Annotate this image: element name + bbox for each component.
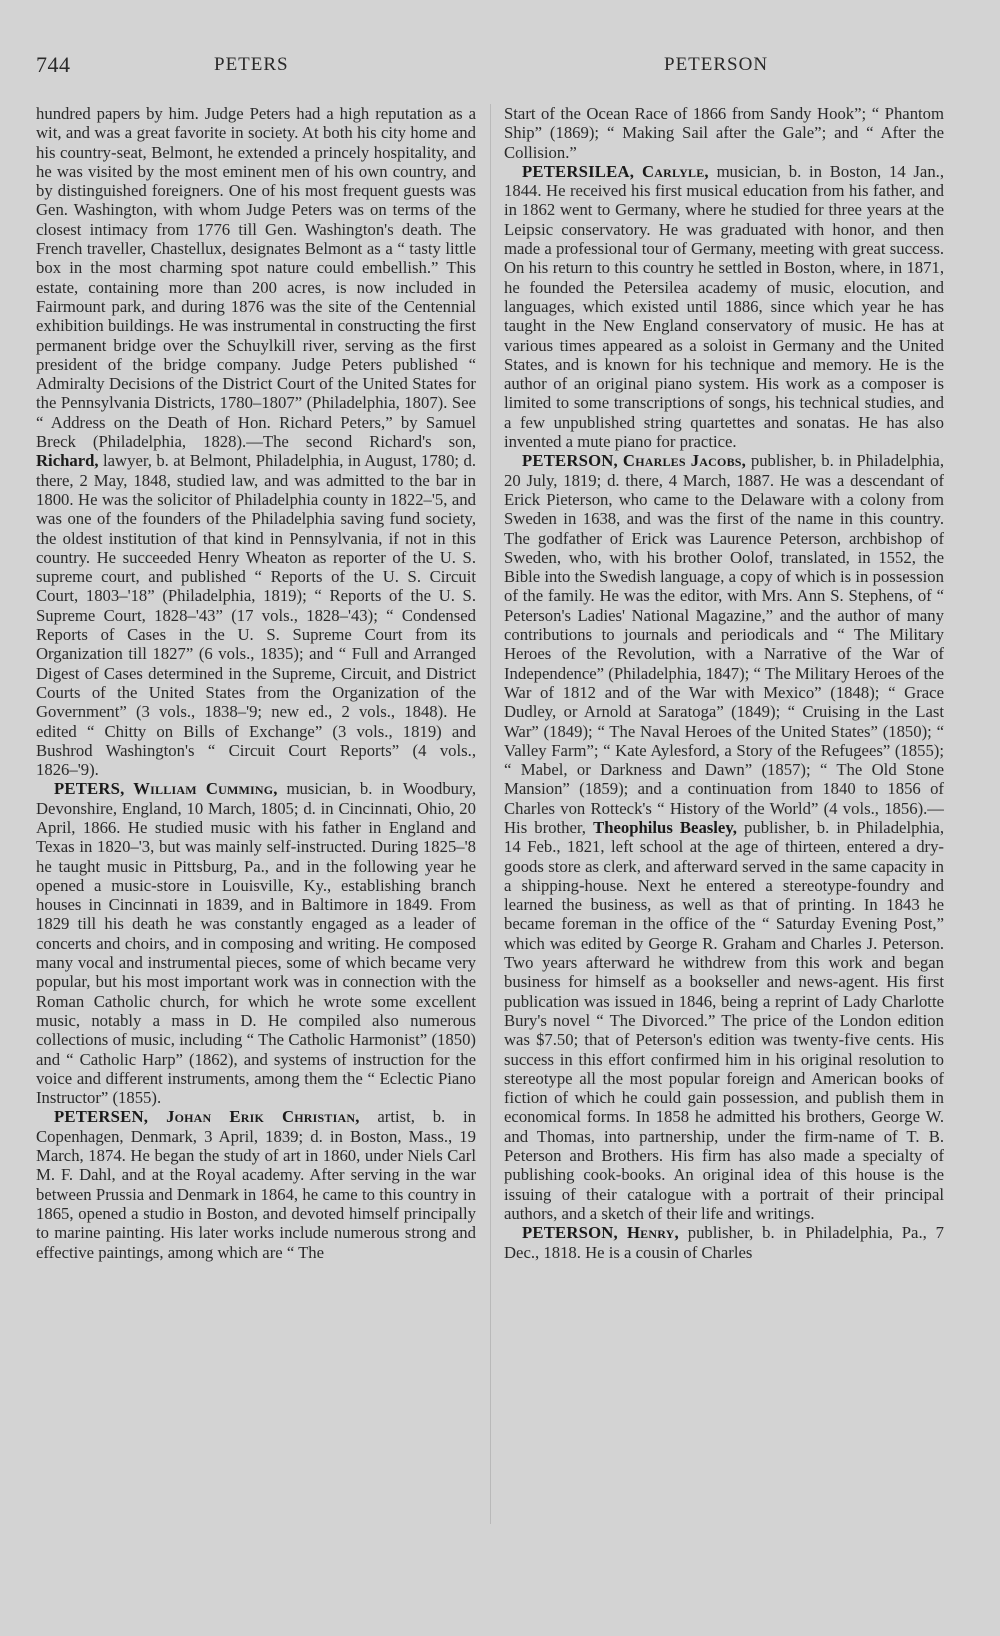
running-head-left: PETERS	[214, 54, 289, 75]
page-number: 744	[36, 52, 71, 77]
continued-paragraph	[36, 104, 476, 779]
paragraph-text: hundred papers by him. Judge Peters had a high reputation as a wit, and was a great favorite in society. At both his city home and his country-seat, Belmont, he extended a princely hospitality, and he was visited by the most eminent men of his own country, and by distinguished foreigners. One of his most frequent guests was Gen. Washington, with whom Judge Peters was on terms of the closest intimacy from 1776 till Gen. Washington's death. The French traveller, Chastellux, designates Belmont as a “ tasty little box in the most charming spot nature could embellish.” This estate, containing more than 200 acres, is now included in Fairmount park, and during 1876 was the site of the Centennial exhibition buildings. He was instrumental in constructing the first permanent bridge over the Schuylkill river, serving as the first president of the bridge company. Judge Peters published “ Admiralty Decisions of the District Court of the United States for the Pennsylvania Districts, 1780–1807” (Philadelphia, 1807). See “ Address on the Death of Hon. Richard Peters,” by Samuel Breck (Philadelphia, 1828).—The second Richard's son,	[36, 104, 476, 452]
running-head-right: PETERSON	[664, 54, 769, 75]
left-column	[36, 104, 476, 1524]
column-divider	[490, 104, 491, 1524]
entry-text: publisher, b. in Philadelphia, Pa., 7 Dec., 1818. He is a cousin of Charles	[504, 1223, 944, 1262]
right-column	[504, 104, 944, 1524]
entry-text: publisher, b. in Philadelphia, 14 Feb., 1821, left school at the age of thirteen, entered a dry-goods store as clerk, and afterward served in the same capacity in a shipping-house. Next he entered a stereotype-foundry and learned the business, as well as that of printing. In 1843 he became foreman in the office of the “ Saturday Evening Post,” which was edited by George R. Graham and Charles J. Peterson. Two years afterward he withdrew from this work and began business for himself as a bookseller and news-agent. His first publication was issued in 1846, being a reprint of Lady Charlotte Bury's novel “ The Divorced.” The price of the London edition was $7.50; that of Peterson's edition was twenty-five cents. His success in this effort confirmed him in his original resolution to stereotype all the most popular foreign and American books of fiction of which he could gain possession, and publish them in economical forms. In 1858 he admitted his brothers, George W. and Thomas, into partnership, under the firm-name of T. B. Peterson and Brothers. His firm has also made a specialty of publishing cook-books. An original idea of this house is the issuing of their catalogue with a portrait of their principal authors, and a sketch of their life and writings.	[504, 817, 944, 1223]
paragraph-text: Start of the Ocean Race of 1866 from Sandy Hook”; “ Phantom Ship” (1869); “ Making Sail after the Gale”; and “ After the Collision.”	[504, 104, 944, 162]
entry-headword: PETERSON, Charles Jacobs,	[522, 451, 747, 471]
inline-name: Theophilus Beasley,	[593, 817, 737, 837]
entry-headword: PETERSEN, Johan Erik Christian,	[54, 1107, 360, 1127]
entry-peterson-henry	[504, 1223, 944, 1262]
inline-name: Richard,	[36, 451, 99, 471]
entry-headword: PETERSILEA, Carlyle,	[522, 161, 709, 181]
entry-petersilea-carlyle	[504, 162, 944, 451]
paragraph-text: lawyer, b. at Belmont, Philadelphia, in August, 1780; d. there, 2 May, 1848, studied law, and was admitted to the bar in 1800. He was the solicitor of Philadelphia county in 1822–'5, and was one of the founders of the Philadelphia saving fund society, the oldest institution of that kind in Pennsylvania, if not in this country. He succeeded Henry Wheaton as reporter of the U. S. supreme court, and published “ Reports of the U. S. Circuit Court, 1803–'18” (Philadelphia, 1819); “ Reports of the U. S. Supreme Court, 1828–'43” (17 vols., 1828–'43); “ Condensed Reports of Cases in the U. S. Supreme Court from its Organization till 1827” (6 vols., 1835); and “ Full and Arranged Digest of Cases determined in the Supreme, Circuit, and District Courts of the United States from the Organization of the Government” (3 vols., 1838–'9; new ed., 2 vols., 1848). He edited “ Chitty on Bills of Exchange” (3 vols., 1819) and Bushrod Washington's “ Circuit Court Reports” (4 vols., 1826–'9).	[36, 451, 476, 780]
entry-headword: PETERSON, Henry,	[522, 1223, 679, 1243]
running-head	[36, 52, 964, 86]
entry-peterson-charles	[504, 451, 944, 1223]
entry-peters-william	[36, 779, 476, 1107]
text-columns	[36, 104, 944, 1534]
entry-text: artist, b. in Copenhagen, Denmark, 3 April, 1839; d. in Boston, Mass., 19 March, 1874. He began the study of art in 1860, under Niels Carl M. F. Dahl, and at the Royal academy. After serving in the war between Prussia and Denmark in 1864, he came to this country in 1865, opened a studio in Boston, and devoted himself principally to marine painting. His later works include numerous strong and effective paintings, among which are “ The	[36, 1107, 476, 1262]
continued-paragraph	[504, 104, 944, 162]
entry-text: publisher, b. in Philadelphia, 20 July, 1819; d. there, 4 March, 1887. He was a descendant of Erick Pieterson, who came to the Delaware with a colony from Sweden in 1638, and was the first of the name in this country. The godfather of Erick was Laurence Peterson, archbishop of Sweden, who, with his brother Oolof, translated, in 1552, the Bible into the Swedish language, a copy of which is in possession of the family. He was the editor, with Mrs. Ann S. Stephens, of “ Peterson's Ladies' National Magazine,” and the author of many contributions to journals and periodicals and “ The Military Heroes of the Revolution, with a Narrative of the War of Independence” (Philadelphia, 1847); “ The Military Heroes of the War of 1812 and of the War with Mexico” (1848); “ Grace Dudley, or Arnold at Saratoga” (1849); “ Cruising in the Last War” (1849); “ The Naval Heroes of the United States” (1850); “ Valley Farm”; “ Kate Aylesford, a Story of the Refugees” (1855); “ Mabel, or Darkness and Dawn” (1857); “ The Old Stone Mansion” (1859); and a continuation from 1840 to 1856 of Charles von Rotteck's “ History of the World” (4 vols., 1856).—His brother,	[504, 451, 944, 837]
entry-text: musician, b. in Woodbury, Devonshire, England, 10 March, 1805; d. in Cincinnati, Ohio, 20 April, 1866. He studied music with his father in England and Texas in 1820–'3, but was mainly self-instructed. During 1825–'8 he taught music in Pittsburg, Pa., and in the following year he opened a music-store in Louisville, Ky., establishing branch houses in Cincinnati in 1839, and in Baltimore in 1849. From 1829 till his death he was constantly engaged as a leader of concerts and choirs, and in composing and writing. He composed many vocal and instrumental pieces, some of which became very popular, but his most important work was in connection with the Roman Catholic church, for which he wrote some excellent music, notably a mass in D. He compiled also numerous collections of music, including “ The Catholic Harmonist” (1850) and “ Catholic Harp” (1862), and systems of instruction for the voice and different instruments, among them the “ Eclectic Piano Instructor” (1855).	[36, 779, 476, 1108]
entry-headword: PETERS, William Cumming,	[54, 779, 278, 799]
entry-text: musician, b. in Boston, 14 Jan., 1844. He received his first musical education from his father, and in 1862 went to Germany, where he studied for three years at the Leipsic conservatory. He was graduated with honor, and then made a professional tour of Germany, meeting with great success. On his return to this country he settled in Boston, where, in 1871, he founded the Petersilea academy of music, elocution, and languages, which existed until 1886, since which year he has taught in the New England conservatory of music. He has at various times appeared as a soloist in Germany and the United States, and is known for his technique and memory. He is the author of an original piano system. His work as a composer is limited to some transcriptions of songs, his technical studies, and a few unpublished string quartettes and sonatas. He has also invented a mute piano for practice.	[504, 161, 944, 452]
entry-petersen-johan	[36, 1107, 476, 1261]
